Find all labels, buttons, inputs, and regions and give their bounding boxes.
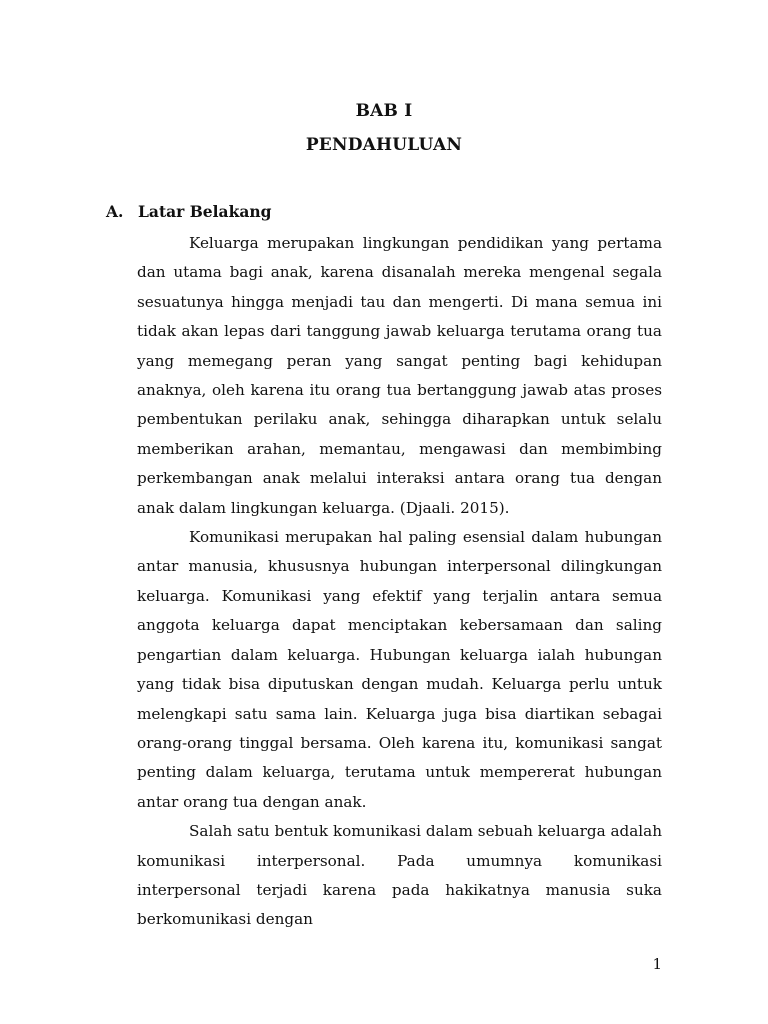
paragraph: Salah satu bentuk komunikasi dalam sebuah keluarga adalah komunikasi interpersonal. Pada umumnya komunikasi interpersonal terjadi karena pada hakikatnya manusia suka berkomunikasi dengan	[137, 822, 662, 929]
section-heading	[106, 202, 272, 221]
chapter-label: BAB I	[355, 101, 413, 121]
body-text	[137, 229, 662, 935]
page-number: 1	[652, 955, 662, 973]
section-title: Latar Belakang	[138, 202, 272, 221]
paragraph: Komunikasi merupakan hal paling esensial dalam hubungan antar manusia, khususnya hubungan interpersonal dilingkungan keluarga. Komunikasi yang efektif yang terjalin antara semua anggota keluarga dapat menciptakan kebersamaan dan saling pengartian dalam keluarga. Hubungan keluarga ialah hubungan yang tidak bisa diputuskan dengan mudah. Keluarga perlu untuk melengkapi satu sama lain. Keluarga juga bisa diartikan sebagai orang-orang tinggal bersama. Oleh karena itu, komunikasi sangat penting dalam keluarga, terutama untuk mempererat hubungan antar orang tua dengan anak.	[137, 528, 662, 811]
chapter-title: PENDAHULUAN	[305, 135, 463, 155]
section-letter: A.	[106, 202, 124, 221]
paragraph: Keluarga merupakan lingkungan pendidikan yang pertama dan utama bagi anak, karena disanalah mereka mengenal segala sesuatunya hingga menjadi tau dan mengerti. Di mana semua ini tidak akan lepas dari tanggung jawab keluarga terutama orang tua yang memegang peran yang sangat penting bagi kehidupan anaknya, oleh karena itu orang tua bertanggung jawab atas proses pembentukan perilaku anak, sehingga diharapkan untuk selalu memberikan arahan, memantau, mengawasi dan membimbing perkembangan anak melalui interaksi antara orang tua dengan anak dalam lingkungan keluarga. (Djaali. 2015).	[137, 234, 662, 517]
